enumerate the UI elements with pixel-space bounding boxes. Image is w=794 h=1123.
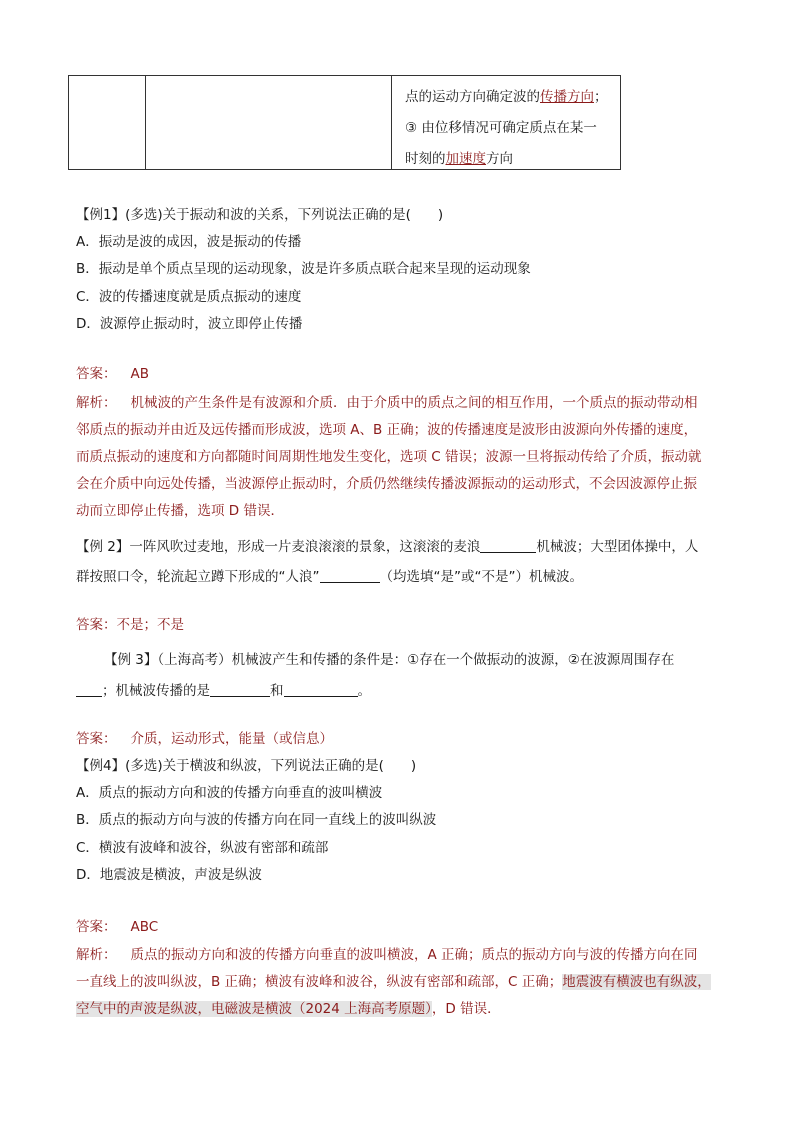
- fill-blank[interactable]: [320, 568, 380, 583]
- highlighted-note: 空气中的声波是纵波，电磁波是横波（2024 上海高考原题）: [76, 1001, 432, 1017]
- example-1-question: 【例1】(多选)关于振动和波的关系，下列说法正确的是( ): [76, 207, 444, 223]
- table-divider: [145, 76, 146, 169]
- example-1-analysis-line: 动而立即停止传播，选项 D 错误．: [76, 503, 284, 519]
- example-2-line: 【例 2】一阵风吹过麦地，形成一片麦浪滚滚的景象，这滚滚的麦浪 机械波；大型团体操中，人: [76, 539, 699, 555]
- example-4-answer: 答案： ABC: [76, 919, 159, 935]
- table-cell-line: 时刻的加速度方向: [405, 151, 513, 167]
- example-4-option: D．地震波是横波，声波是纵波: [76, 867, 262, 883]
- example-1-option: A．振动是波的成因，波是振动的传播: [76, 234, 302, 250]
- table-divider: [391, 76, 392, 169]
- example-2-line: 群按照口令，轮流起立蹲下形成的“人浪” （均选填“是”或“不是”）机械波。: [76, 569, 583, 585]
- example-4-analysis-line: 解析： 质点的振动方向和波的传播方向垂直的波叫横波，A 正确；质点的振动方向与波的传播方向在同: [76, 947, 698, 963]
- example-1-analysis-line: 会在介质中向远处传播，当波源停止振动时，介质仍然继续传播波源振动的运动形式，不会因波源停止振: [76, 476, 697, 492]
- fill-blank[interactable]: [76, 682, 102, 697]
- example-1-analysis-line: 解析： 机械波的产生条件是有波源和介质．由于介质中的质点之间的相互作用，一个质点的振动带动相: [76, 395, 698, 411]
- example-4-option: B．质点的振动方向与波的传播方向在同一直线上的波叫纵波: [76, 812, 437, 828]
- example-3-answer: 答案： 介质，运动形式，能量（或信息）: [76, 731, 333, 747]
- fill-blank[interactable]: [480, 538, 536, 553]
- keyword-propagation-direction: 传播方向: [540, 89, 594, 105]
- highlighted-note: 地震波有横波也有纵波，: [562, 974, 711, 990]
- example-1-option: D．波源停止振动时，波立即停止传播: [76, 316, 303, 332]
- example-1-analysis-line: 而质点振动的速度和方向都随时间周期性地发生变化，选项 C 错误；波源一旦将振动传给了介质，振动就: [76, 449, 702, 465]
- example-4-option: A．质点的振动方向和波的传播方向垂直的波叫横波: [76, 785, 383, 801]
- example-4-option: C．横波有波峰和波谷，纵波有密部和疏部: [76, 840, 329, 856]
- example-3-line: ；机械波传播的是 和 。: [76, 679, 371, 699]
- fill-blank[interactable]: [284, 682, 358, 697]
- example-4-question: 【例4】(多选)关于横波和纵波，下列说法正确的是( ): [76, 758, 417, 774]
- example-4-analysis-line: 空气中的声波是纵波，电磁波是横波（2024 上海高考原题），D 错误．: [76, 1001, 501, 1017]
- table-cell-line: ③ 由位移情况可确定质点在某一: [405, 120, 597, 136]
- fill-blank[interactable]: [210, 682, 270, 697]
- example-1-option: C．波的传播速度就是质点振动的速度: [76, 289, 302, 305]
- example-1-answer: 答案： AB: [76, 366, 149, 382]
- example-2-answer: 答案：不是；不是: [76, 617, 184, 633]
- table-cell-line: 点的运动方向确定波的传播方向；: [405, 89, 608, 105]
- example-3-line: 【例 3】（上海高考）机械波产生和传播的条件是：①存在一个做振动的波源，②在波源周围存在: [104, 652, 675, 668]
- table-cell-content: [399, 76, 621, 169]
- concept-table: [68, 75, 621, 170]
- example-1-analysis-line: 邻质点的振动并由近及远传播而形成波，选项 A、B 正确；波的传播速度是波形由波源向外传播的速度，: [76, 422, 698, 438]
- example-4-analysis-line: 一直线上的波叫纵波，B 正确；横波有波峰和波谷，纵波有密部和疏部，C 正确；地震波有横波也有纵波，: [76, 974, 711, 990]
- keyword-acceleration: 加速度: [445, 151, 486, 167]
- example-1-option: B．振动是单个质点呈现的运动现象，波是许多质点联合起来呈现的运动现象: [76, 261, 531, 277]
